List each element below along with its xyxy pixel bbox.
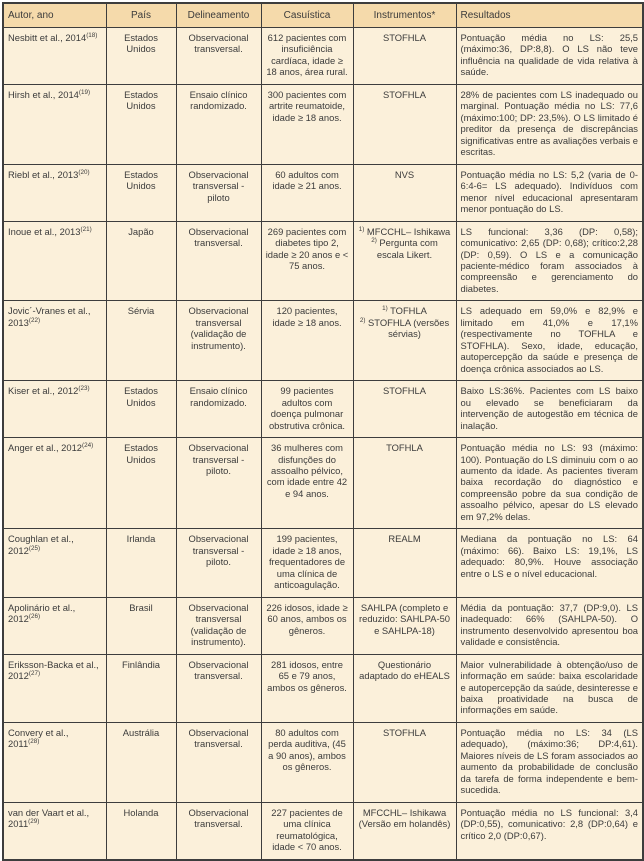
instruments-cell xyxy=(353,28,456,85)
table-row xyxy=(3,529,643,597)
instrument-name: TOFHLA xyxy=(390,305,427,317)
design-cell: Observacional transversal - piloto. xyxy=(176,529,261,597)
author-cell xyxy=(3,438,106,529)
instrument-name: MFCCHL– Ishikawa (Versão em holandês) xyxy=(358,806,451,830)
instruments-cell xyxy=(353,529,456,597)
instrument-name: MFCCHL– Ishikawa xyxy=(366,225,451,237)
design-cell: Observacional transversal. xyxy=(176,221,261,301)
author-text: Eriksson-Backa et al., 2012 xyxy=(8,658,99,682)
author-cell xyxy=(3,164,106,221)
author-text: Coughlan et al., 2012 xyxy=(8,533,74,556)
design-cell: Observacional transversal - piloto xyxy=(176,164,261,221)
sample-cell: 227 pacientes de uma clínica reumatológica, idade < 70 anos. xyxy=(261,802,353,859)
sample-cell: 269 pacientes com diabetes tipo 2, idade ≥ 20 anos e < 75 anos. xyxy=(261,221,353,301)
reference-superscript: (27) xyxy=(28,669,41,677)
instrument-name: REALM xyxy=(388,533,421,545)
instrument-line xyxy=(358,533,452,544)
instrument-order-superscript: 1) xyxy=(382,305,388,313)
table-row xyxy=(3,722,643,802)
table-row xyxy=(3,597,643,654)
instrument-name: TOFHLA xyxy=(386,442,423,454)
instrument-order-superscript: 2) xyxy=(359,316,366,324)
instrument-line xyxy=(358,237,452,260)
instrument-name: STOFHLA xyxy=(382,88,427,100)
results-cell: LS funcional: 3,36 (DP: 0,58); comunicativo: 2,65 (DP: 0,68); crítico:2,28 (DP: 0,59). O LS e a comunicação paciente-médico foram associados à compreensão e gerenciamento do diabetes. xyxy=(456,221,643,301)
author-cell xyxy=(3,597,106,654)
column-header-author: Autor, ano xyxy=(3,3,106,28)
instruments-cell xyxy=(353,654,456,722)
table-row xyxy=(3,28,643,85)
studies-table xyxy=(2,2,644,861)
instrument-line xyxy=(358,659,452,682)
instrument-line xyxy=(358,89,452,100)
sample-cell: 199 pacientes, idade ≥ 18 anos, frequentadores de uma clínica de anticoagulação. xyxy=(261,529,353,597)
author-text: Riebl et al., 2013 xyxy=(8,168,79,180)
reference-superscript: (23) xyxy=(78,385,90,393)
results-cell: Pontuação média no LS: 5,2 (varia de 0-6:4-6= LS adequado). Indivíduos com menor nível educacional apresentaram menor pontuação do LS. xyxy=(456,164,643,221)
design-cell: Observacional transversal. xyxy=(176,28,261,85)
table-row xyxy=(3,438,643,529)
column-header-sample: Casuística xyxy=(261,3,353,28)
column-header-design: Delineamento xyxy=(176,3,261,28)
author-cell xyxy=(3,529,106,597)
results-cell: Pontuação média no LS funcional: 3,4 (DP:0,55), comunicativo: 2,8 (DP:0,64) e crítico 2,0 (DP:0,67). xyxy=(456,802,643,859)
design-cell: Observacional transversal (validação de instrumento). xyxy=(176,597,261,654)
instrument-line xyxy=(358,602,452,636)
instrument-name: STOFHLA xyxy=(382,385,427,397)
instrument-name: STOFHLA xyxy=(382,726,427,738)
sample-cell: 36 mulheres com disfunções do assoalho pélvico, com idade entre 42 e 94 anos. xyxy=(261,438,353,529)
country-cell: Holanda xyxy=(106,802,176,859)
table-row xyxy=(3,84,643,164)
sample-cell: 120 pacientes, idade ≥ 18 anos. xyxy=(261,301,353,381)
table-row xyxy=(3,802,643,859)
sample-cell: 99 pacientes adultos com doença pulmonar obstrutiva crônica. xyxy=(261,381,353,438)
results-cell: Baixo LS:36%. Pacientes com LS baixo ou elevado se beneficiaram da intervenção de autogestão em técnica de inalação. xyxy=(456,381,643,438)
design-cell: Ensaio clínico randomizado. xyxy=(176,84,261,164)
results-cell: Mediana da pontuação no LS: 64 (máximo: 66). Baixo LS: 19,1%, LS adequado: 80,9%. Houve associação entre o LS e o nível educacional. xyxy=(456,529,643,597)
instrument-line xyxy=(358,32,452,43)
results-cell: Pontuação média no LS: 34 (LS adequado), (máximo:36; DP:4,61). Maiores níveis de LS foram associados ao aumento da probabilidade de conclusão da tarefa de forma independente e bem-sucedida. xyxy=(456,722,643,802)
table-body xyxy=(3,28,643,860)
instrument-line xyxy=(358,305,452,316)
country-cell: Japão xyxy=(106,221,176,301)
instruments-cell xyxy=(353,722,456,802)
reference-superscript: (25) xyxy=(28,544,41,552)
column-header-instruments: Instrumentos* xyxy=(353,3,456,28)
sample-cell: 80 adultos com perda auditiva, (45 a 90 anos), ambos os gêneros. xyxy=(261,722,353,802)
results-cell: Pontuação média no LS: 25,5 (máximo:36, DP:8,8). O LS não teve influência na qualidade de vida relativa à saúde. xyxy=(456,28,643,85)
instrument-line xyxy=(358,385,452,396)
author-cell xyxy=(3,802,106,859)
instrument-order-superscript: 1) xyxy=(358,225,365,233)
instrument-line xyxy=(358,442,452,453)
author-text: Jovic´-Vranes et al., 2013 xyxy=(8,305,91,328)
sample-cell: 612 pacientes com insuficiência cardíaca, idade ≥ 18 anos, área rural. xyxy=(261,28,353,85)
instrument-name: Questionário adaptado do eHEALS xyxy=(359,658,450,682)
author-cell xyxy=(3,301,106,381)
instrument-order-superscript: 2) xyxy=(371,236,377,244)
instrument-name: STOFHLA (versões sérvias) xyxy=(368,316,450,340)
reference-superscript: (19) xyxy=(78,88,91,96)
table-row xyxy=(3,221,643,301)
country-cell: Brasil xyxy=(106,597,176,654)
table-row xyxy=(3,164,643,221)
country-cell: Irlanda xyxy=(106,529,176,597)
results-cell: 28% de pacientes com LS inadequado ou marginal. Pontuação média no LS: 77,6 (máximo:100; DP: 23,5%). O LS limitado é preditor da presença de discrepâncias significativas entre as avaliações verbais e escritas. xyxy=(456,84,643,164)
country-cell: Estados Unidos xyxy=(106,84,176,164)
author-text: Hirsh et al., 2014 xyxy=(8,88,79,100)
country-cell: Estados Unidos xyxy=(106,28,176,85)
author-cell xyxy=(3,654,106,722)
country-cell: Estados Unidos xyxy=(106,438,176,529)
reference-superscript: (18) xyxy=(86,31,98,39)
author-text: Apolinário et al., 2012 xyxy=(8,601,76,625)
instruments-cell xyxy=(353,802,456,859)
sample-cell: 60 adultos com idade ≥ 21 anos. xyxy=(261,164,353,221)
instrument-line xyxy=(358,169,452,180)
reference-superscript: (21) xyxy=(80,225,92,233)
results-cell: Média da pontuação: 37,7 (DP:9,0). LS inadequado: 66% (SAHLPA-50). O instrumento desenvolvido apresentou boa validade e consistência. xyxy=(456,597,643,654)
author-cell xyxy=(3,722,106,802)
column-header-country: País xyxy=(106,3,176,28)
sample-cell: 226 idosos, idade ≥ 60 anos, ambos os gêneros. xyxy=(261,597,353,654)
instrument-name: STOFHLA xyxy=(382,32,427,43)
results-cell: Maior vulnerabilidade à obtenção/uso de informação em saúde: baixa escolaridade e autopercepção da saúde, desinteresse e baixa proatividade na busca de informações em saúde. xyxy=(456,654,643,722)
instruments-cell xyxy=(353,164,456,221)
author-text: Nesbitt et al., 2014 xyxy=(8,32,87,43)
author-cell xyxy=(3,381,106,438)
instrument-line xyxy=(358,727,452,738)
reference-superscript: (26) xyxy=(28,613,41,621)
design-cell: Observacional transversal. xyxy=(176,802,261,859)
instrument-line xyxy=(358,226,452,237)
author-cell xyxy=(3,221,106,301)
design-cell: Observacional transversal - piloto. xyxy=(176,438,261,529)
reference-superscript: (29) xyxy=(28,818,40,826)
table-row xyxy=(3,301,643,381)
author-cell xyxy=(3,28,106,85)
country-cell: Finlândia xyxy=(106,654,176,722)
country-cell: Estados Unidos xyxy=(106,164,176,221)
instruments-cell xyxy=(353,381,456,438)
instrument-line xyxy=(358,317,452,340)
design-cell: Observacional transversal. xyxy=(176,722,261,802)
instrument-name: NVS xyxy=(394,168,415,180)
instruments-cell xyxy=(353,84,456,164)
author-cell xyxy=(3,84,106,164)
sample-cell: 300 pacientes com artrite reumatoide, idade ≥ 18 anos. xyxy=(261,84,353,164)
instruments-cell xyxy=(353,301,456,381)
instrument-name: SAHLPA (completo e reduzido: SAHLPA-50 e SAHLPA-18) xyxy=(358,601,451,636)
instruments-cell xyxy=(353,438,456,529)
design-cell: Ensaio clínico randomizado. xyxy=(176,381,261,438)
header-row xyxy=(3,3,643,28)
reference-superscript: (28) xyxy=(28,738,40,746)
design-cell: Observacional transversal. xyxy=(176,654,261,722)
author-text: Convery et al., 2011 xyxy=(8,726,69,750)
column-header-results: Resultados xyxy=(456,3,643,28)
results-cell: LS adequado em 59,0% e 82,9% e limitado em 41,0% e 17,1% (respectivamente no TOFHLA e STOFHLA). Sexo, idade, educação, autopercepção da saúde e presença de doença crônica associados ao LS. xyxy=(456,301,643,381)
instruments-cell xyxy=(353,597,456,654)
reference-superscript: (20) xyxy=(78,168,90,176)
author-text: Inoue et al., 2013 xyxy=(8,225,81,237)
author-text: Anger et al., 2012 xyxy=(8,442,83,454)
design-cell: Observacional transversal (validação de instrumento). xyxy=(176,301,261,381)
author-text: Kiser et al., 2012 xyxy=(8,385,79,397)
instrument-line xyxy=(358,807,452,830)
instruments-cell xyxy=(353,221,456,301)
reference-superscript: (22) xyxy=(28,316,41,324)
country-cell: Sérvia xyxy=(106,301,176,381)
country-cell: Estados Unidos xyxy=(106,381,176,438)
instrument-name: Pergunta com escala Likert. xyxy=(376,237,438,260)
table-row xyxy=(3,381,643,438)
author-text: van der Vaart et al., 2011 xyxy=(8,806,90,830)
country-cell: Austrália xyxy=(106,722,176,802)
results-cell: Pontuação média no LS: 93 (máximo: 100). Pontuação do LS diminuiu com o ao aumento da idade. As pacientes tiveram baixa recordação do diagnóstico e compreensão pobre da sua condição de assoalho pélvico, apesar do LS elevado em 97,2% delas. xyxy=(456,438,643,529)
table-row xyxy=(3,654,643,722)
reference-superscript: (24) xyxy=(82,441,94,449)
sample-cell: 281 idosos, entre 65 e 79 anos, ambos os gêneros. xyxy=(261,654,353,722)
